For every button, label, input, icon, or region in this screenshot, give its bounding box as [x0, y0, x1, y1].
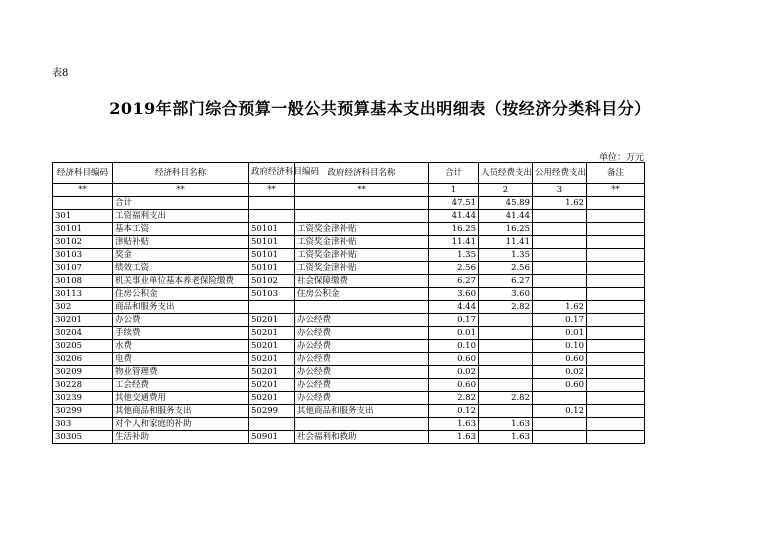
personnel-cell: 1.63 [479, 431, 533, 444]
subheader-cell: ** [295, 184, 429, 197]
table-row [53, 353, 645, 366]
table-row [53, 314, 645, 327]
gov-name-cell: 办公经费 [295, 353, 429, 366]
gov-code-cell: 50201 [249, 340, 295, 353]
note-cell [587, 197, 645, 210]
economic-name-cell: 工资福利支出 [113, 210, 249, 223]
header-cell: 政府经济科目编码 [249, 163, 295, 184]
note-cell [587, 262, 645, 275]
economic-code-cell: 30305 [53, 431, 113, 444]
personnel-cell: 3.60 [479, 288, 533, 301]
economic-name-cell: 奖金 [113, 249, 249, 262]
gov-name-cell: 住房公积金 [295, 288, 429, 301]
personnel-cell: 2.56 [479, 262, 533, 275]
economic-name-cell: 工会经费 [113, 379, 249, 392]
public-cell [533, 288, 587, 301]
table-row [53, 301, 645, 314]
gov-name-cell: 办公经费 [295, 314, 429, 327]
gov-name-cell: 办公经费 [295, 327, 429, 340]
total-cell: 4.44 [429, 301, 479, 314]
header-row [53, 163, 645, 184]
public-cell: 0.10 [533, 340, 587, 353]
public-cell [533, 249, 587, 262]
gov-name-cell: 办公经费 [295, 379, 429, 392]
public-cell: 0.01 [533, 327, 587, 340]
unit-label: 单位：万元 [598, 153, 644, 163]
economic-name-cell: 津贴补贴 [113, 236, 249, 249]
note-cell [587, 366, 645, 379]
gov-code-cell [249, 301, 295, 314]
personnel-cell: 41.44 [479, 210, 533, 223]
economic-code-cell: 302 [53, 301, 113, 314]
note-cell [587, 288, 645, 301]
header-cell: 政府经济科目名称 [295, 163, 429, 184]
subheader-cell: ** [53, 184, 113, 197]
gov-name-cell: 工资奖金津补贴 [295, 223, 429, 236]
total-cell: 0.60 [429, 379, 479, 392]
public-cell: 0.60 [533, 379, 587, 392]
personnel-cell [479, 379, 533, 392]
personnel-cell [479, 353, 533, 366]
personnel-cell: 45.89 [479, 197, 533, 210]
personnel-cell: 2.82 [479, 392, 533, 405]
gov-name-cell: 办公经费 [295, 366, 429, 379]
gov-name-cell: 工资奖金津补贴 [295, 262, 429, 275]
public-cell [533, 223, 587, 236]
personnel-cell [479, 366, 533, 379]
personnel-cell: 1.63 [479, 418, 533, 431]
note-cell [587, 418, 645, 431]
gov-code-cell: 50101 [249, 223, 295, 236]
subheader-cell: 1 [429, 184, 479, 197]
economic-name-cell: 办公费 [113, 314, 249, 327]
economic-code-cell [53, 197, 113, 210]
note-cell [587, 405, 645, 418]
gov-code-cell: 50201 [249, 366, 295, 379]
total-cell: 1.63 [429, 418, 479, 431]
header-cell: 公用经费支出 [533, 163, 587, 184]
table-row [53, 236, 645, 249]
header-cell: 经济科目编码 [53, 163, 113, 184]
note-cell [587, 275, 645, 288]
total-cell: 11.41 [429, 236, 479, 249]
public-cell: 0.02 [533, 366, 587, 379]
public-cell: 1.62 [533, 197, 587, 210]
economic-code-cell: 30299 [53, 405, 113, 418]
economic-code-cell: 30102 [53, 236, 113, 249]
public-cell [533, 431, 587, 444]
table-row [53, 197, 645, 210]
economic-code-cell: 30228 [53, 379, 113, 392]
budget-table [52, 162, 645, 444]
gov-code-cell [249, 197, 295, 210]
gov-name-cell: 社会福利和救助 [295, 431, 429, 444]
personnel-cell: 11.41 [479, 236, 533, 249]
note-cell [587, 379, 645, 392]
subheader-cell: 3 [533, 184, 587, 197]
economic-code-cell: 30205 [53, 340, 113, 353]
personnel-cell: 1.35 [479, 249, 533, 262]
total-cell: 16.25 [429, 223, 479, 236]
economic-code-cell: 30201 [53, 314, 113, 327]
economic-code-cell: 30101 [53, 223, 113, 236]
table-row [53, 379, 645, 392]
header-cell: 经济科目名称 [113, 163, 249, 184]
personnel-cell [479, 340, 533, 353]
gov-code-cell: 50102 [249, 275, 295, 288]
note-cell [587, 431, 645, 444]
gov-code-cell: 50101 [249, 236, 295, 249]
economic-code-cell: 30206 [53, 353, 113, 366]
public-cell: 0.60 [533, 353, 587, 366]
economic-code-cell: 301 [53, 210, 113, 223]
table-row [53, 405, 645, 418]
table-row [53, 366, 645, 379]
total-cell: 0.02 [429, 366, 479, 379]
economic-name-cell: 住房公积金 [113, 288, 249, 301]
subheader-cell: ** [587, 184, 645, 197]
gov-name-cell [295, 301, 429, 314]
economic-name-cell: 机关事业单位基本养老保险缴费 [113, 275, 249, 288]
public-cell [533, 236, 587, 249]
table-row [53, 431, 645, 444]
table-body [53, 197, 645, 444]
personnel-cell: 2.82 [479, 301, 533, 314]
public-cell [533, 275, 587, 288]
economic-name-cell: 合计 [113, 197, 249, 210]
subheader-row [53, 184, 645, 197]
subheader-cell: 2 [479, 184, 533, 197]
gov-code-cell: 50299 [249, 405, 295, 418]
table-row [53, 275, 645, 288]
note-cell [587, 327, 645, 340]
note-cell [587, 210, 645, 223]
subheader-cell: ** [113, 184, 249, 197]
total-cell: 41.44 [429, 210, 479, 223]
gov-code-cell [249, 210, 295, 223]
public-cell: 1.62 [533, 301, 587, 314]
gov-name-cell: 办公经费 [295, 340, 429, 353]
gov-code-cell: 50201 [249, 314, 295, 327]
gov-name-cell: 其他商品和服务支出 [295, 405, 429, 418]
economic-code-cell: 30108 [53, 275, 113, 288]
economic-name-cell: 商品和服务支出 [113, 301, 249, 314]
personnel-cell [479, 314, 533, 327]
economic-name-cell: 水费 [113, 340, 249, 353]
personnel-cell [479, 327, 533, 340]
economic-code-cell: 30239 [53, 392, 113, 405]
gov-name-cell [295, 197, 429, 210]
gov-code-cell: 50201 [249, 353, 295, 366]
note-cell [587, 314, 645, 327]
table-row [53, 262, 645, 275]
public-cell: 0.17 [533, 314, 587, 327]
economic-name-cell: 其他商品和服务支出 [113, 405, 249, 418]
economic-code-cell: 30103 [53, 249, 113, 262]
economic-name-cell: 基本工资 [113, 223, 249, 236]
total-cell: 0.12 [429, 405, 479, 418]
public-cell [533, 210, 587, 223]
economic-name-cell: 手续费 [113, 327, 249, 340]
subheader-cell: ** [249, 184, 295, 197]
economic-name-cell: 绩效工资 [113, 262, 249, 275]
note-cell [587, 353, 645, 366]
economic-code-cell: 30204 [53, 327, 113, 340]
gov-code-cell: 50201 [249, 379, 295, 392]
economic-name-cell: 其他交通费用 [113, 392, 249, 405]
public-cell [533, 262, 587, 275]
economic-name-cell: 生活补助 [113, 431, 249, 444]
header-cell: 人员经费支出 [479, 163, 533, 184]
total-cell: 0.10 [429, 340, 479, 353]
total-cell: 1.35 [429, 249, 479, 262]
economic-code-cell: 303 [53, 418, 113, 431]
gov-code-cell: 50201 [249, 327, 295, 340]
economic-code-cell: 30209 [53, 366, 113, 379]
public-cell: 0.12 [533, 405, 587, 418]
total-cell: 2.56 [429, 262, 479, 275]
total-cell: 0.01 [429, 327, 479, 340]
gov-name-cell [295, 418, 429, 431]
table-row [53, 223, 645, 236]
economic-name-cell: 对个人和家庭的补助 [113, 418, 249, 431]
table-number-label: 表8 [52, 68, 69, 79]
gov-name-cell: 社会保障缴费 [295, 275, 429, 288]
gov-code-cell: 50101 [249, 249, 295, 262]
gov-code-cell: 50901 [249, 431, 295, 444]
total-cell: 2.82 [429, 392, 479, 405]
note-cell [587, 249, 645, 262]
gov-code-cell: 50101 [249, 262, 295, 275]
public-cell [533, 418, 587, 431]
note-cell [587, 340, 645, 353]
gov-name-cell: 工资奖金津补贴 [295, 249, 429, 262]
gov-code-cell [249, 418, 295, 431]
note-cell [587, 301, 645, 314]
note-cell [587, 236, 645, 249]
table-row [53, 418, 645, 431]
total-cell: 6.27 [429, 275, 479, 288]
table-row [53, 392, 645, 405]
personnel-cell: 6.27 [479, 275, 533, 288]
public-cell [533, 392, 587, 405]
total-cell: 3.60 [429, 288, 479, 301]
table-row [53, 288, 645, 301]
gov-code-cell: 50103 [249, 288, 295, 301]
gov-name-cell [295, 210, 429, 223]
total-cell: 1.63 [429, 431, 479, 444]
total-cell: 0.17 [429, 314, 479, 327]
note-cell [587, 392, 645, 405]
total-cell: 0.60 [429, 353, 479, 366]
economic-code-cell: 30113 [53, 288, 113, 301]
personnel-cell: 16.25 [479, 223, 533, 236]
economic-code-cell: 30107 [53, 262, 113, 275]
table-row [53, 249, 645, 262]
table-row [53, 327, 645, 340]
note-cell [587, 223, 645, 236]
total-cell: 47.51 [429, 197, 479, 210]
gov-name-cell: 工资奖金津补贴 [295, 236, 429, 249]
gov-code-cell: 50201 [249, 392, 295, 405]
gov-name-cell: 办公经费 [295, 392, 429, 405]
table-row [53, 210, 645, 223]
economic-name-cell: 电费 [113, 353, 249, 366]
header-cell: 合计 [429, 163, 479, 184]
table-row [53, 340, 645, 353]
header-cell: 备注 [587, 163, 645, 184]
economic-name-cell: 物业管理费 [113, 366, 249, 379]
page-title: 2019年部门综合预算一般公共预算基本支出明细表（按经济分类科目分） [109, 99, 651, 118]
personnel-cell [479, 405, 533, 418]
